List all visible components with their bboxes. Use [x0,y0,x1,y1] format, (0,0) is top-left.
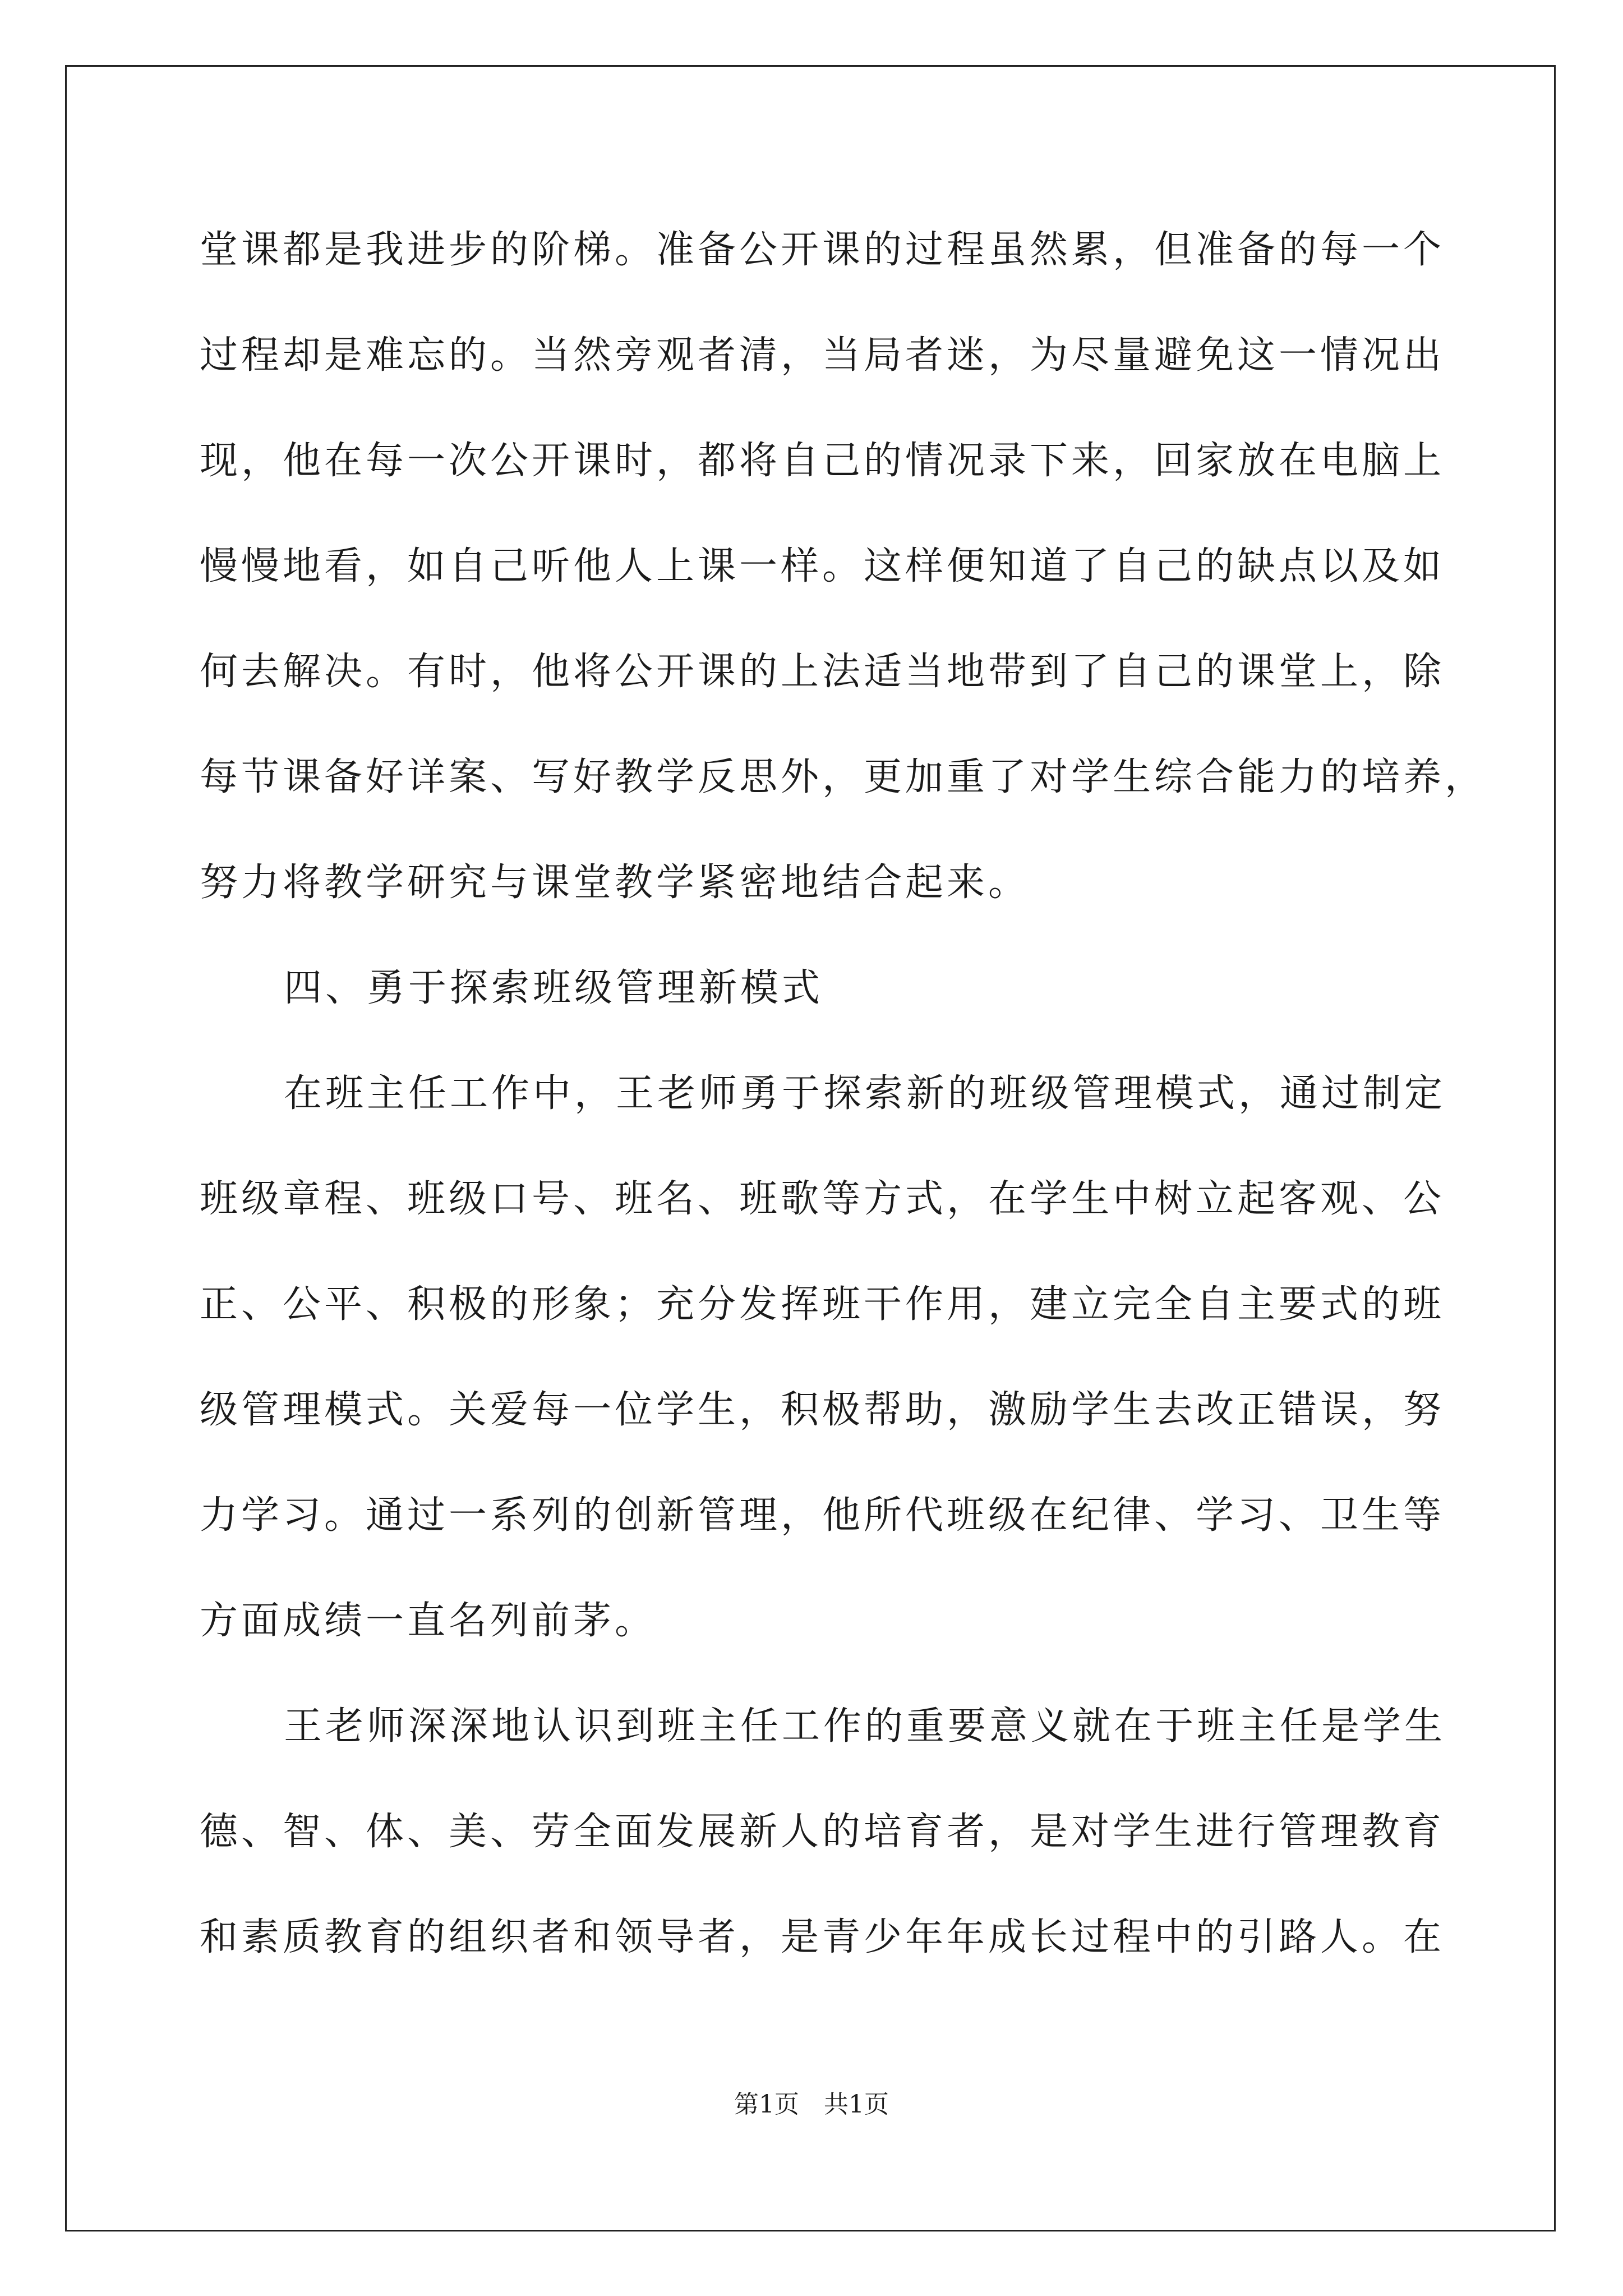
page-border [65,65,1556,2231]
body-text-line: 过程却是难忘的。当然旁观者清，当局者迷，为尽量避免这一情况出 [200,333,1445,378]
body-text-line: 方面成绩一直名列前茅。 [200,1599,657,1643]
body-text-line: 德、智、体、美、劳全面发展新人的培育者，是对学生进行管理教育 [200,1810,1445,1854]
body-text-line: 堂课都是我进步的阶梯。准备公开课的过程虽然累，但准备的每一个 [200,228,1445,272]
body-text-line: 每节课备好详案、写好教学反思外，更加重了对学生综合能力的培养， [200,755,1487,799]
body-text-line: 现，他在每一次公开课时，都将自己的情况录下来，回家放在电脑上 [200,439,1445,483]
body-text-line: 正、公平、积极的形象；充分发挥班干作用，建立完全自主要式的班 [200,1282,1445,1327]
page-number-footer: 第1页 共1页 [734,2090,889,2119]
body-text-line: 力学习。通过一系列的创新管理，他所代班级在纪律、学习、卫生等 [200,1493,1445,1538]
body-text-line: 努力将教学研究与课堂教学紧密地结合起来。 [200,861,1030,905]
body-text-line: 班级章程、班级口号、班名、班歌等方式，在学生中树立起客观、公 [200,1177,1445,1221]
body-text-line: 何去解决。有时，他将公开课的上法适当地带到了自己的课堂上，除 [200,650,1445,694]
section-heading: 四、勇于探索班级管理新模式 [284,966,824,1010]
body-text-line: 慢慢地看，如自己听他人上课一样。这样便知道了自己的缺点以及如 [200,544,1445,588]
body-text-line: 级管理模式。关爱每一位学生，积极帮助，激励学生去改正错误，努 [200,1388,1445,1432]
body-text-line: 在班主任工作中，王老师勇于探索新的班级管理模式，通过制定 [284,1071,1446,1116]
body-text-line: 王老师深深地认识到班主任工作的重要意义就在于班主任是学生 [284,1704,1446,1749]
body-text-line: 和素质教育的组织者和领导者，是青少年年成长过程中的引路人。在 [200,1915,1445,1959]
